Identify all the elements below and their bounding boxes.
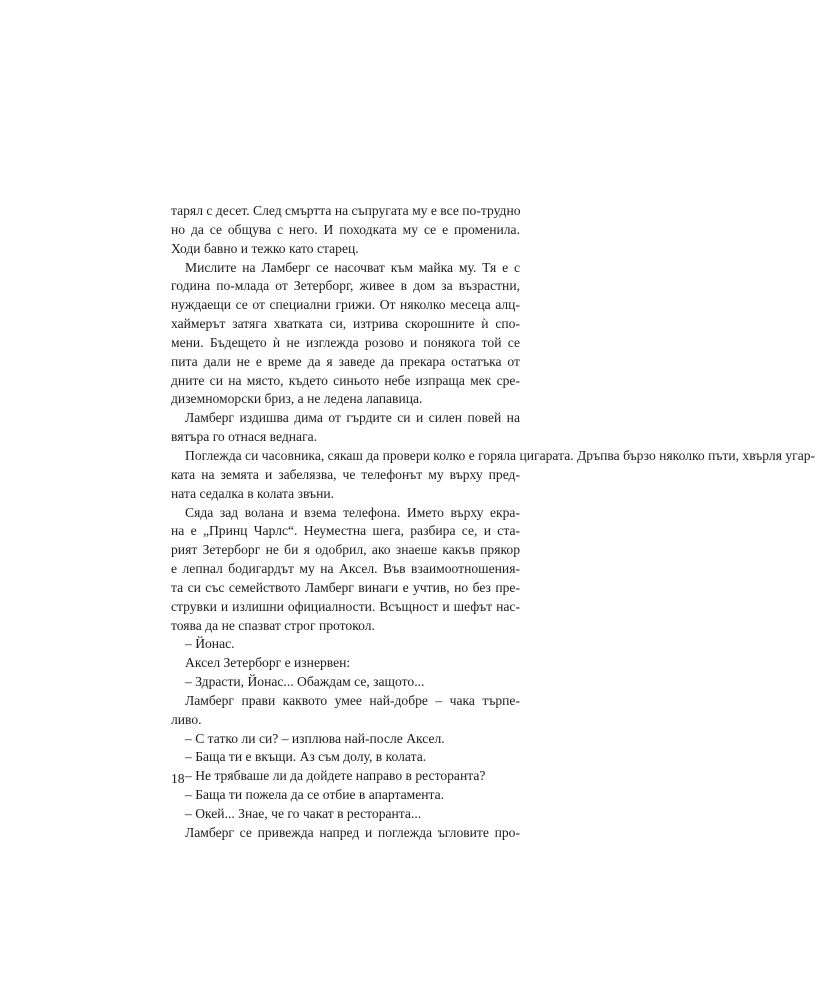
text-line: струвки и излишни официалности. Всъщност и шефът нас- <box>171 598 520 614</box>
text-line: – Йонас. <box>185 636 235 652</box>
text-line: – Баща ти пожела да се отбие в апартамента. <box>185 787 445 803</box>
text-line: рият Зетерборг не би я одобрил, ако знаеше какъв прякор <box>171 542 520 558</box>
text-line: нуждаещи се от специални грижи. От няколко месеца алц- <box>171 297 520 313</box>
text-line: – Здрасти, Йонас... Обаждам се, защото... <box>185 674 425 690</box>
text-line: дните си на място, където синьото небе изпраща мек сре- <box>171 372 520 388</box>
text-line: но да се общува с него. И походката му се е променила. <box>171 221 520 237</box>
page-number: 18 <box>171 771 185 786</box>
text-line: ната седалка в колата звъни. <box>171 485 335 501</box>
text-line: – Не трябваше ли да дойдете направо в ресторанта? <box>185 768 486 784</box>
text-line: година по-млада от Зетерборг, живее в дом за възрастни, <box>171 278 520 294</box>
text-line: е лепнал бодигардът му на Аксел. Във взаимоотношения- <box>171 561 520 577</box>
text-line: тарял с десет. След смъртта на съпругата му е все по-трудно <box>171 203 521 218</box>
text-line: тоява да не спазват строг протокол. <box>171 617 375 633</box>
text-line: та си със семейството Ламберг винаги е учтив, но без пре- <box>171 579 520 595</box>
text-line: Ламберг се привежда напред и поглежда ъгловите про- <box>185 824 520 840</box>
text-line: хаймерът затяга хватката си, изтрива скорошните ѝ спо- <box>171 316 520 332</box>
text-line: – Баща ти е вкъщи. Аз съм долу, в колата. <box>185 749 427 765</box>
text-line: Ламберг издишва дима от гърдите си и силен повей на <box>185 410 520 426</box>
text-line: Аксел Зетерборг е изнервен: <box>185 655 351 671</box>
text-line: пита дали не е време да я заведе да прекара остатъка от <box>171 353 520 369</box>
body-text <box>171 202 815 843</box>
text-line: Поглежда си часовника, сякаш да провери колко е горяла цигарата. Дръпва бързо няколко пъти, хвърля угар- <box>185 447 815 463</box>
text-line: – Окей... Знае, че го чакат в ресторанта... <box>185 806 422 821</box>
text-line: мени. Бъдещето ѝ не изглежда розово и понякога той се <box>171 334 520 350</box>
text-line: Сяда зад волана и взема телефона. Името върху екра- <box>185 504 520 520</box>
text-line: ката на земята и забелязва, че телефонът му върху пред- <box>171 466 520 482</box>
text-line: Ламберг прави каквото умее най-добре – чака търпе- <box>185 692 520 708</box>
text-line: Мислите на Ламберг се насочват към майка му. Тя е с <box>185 259 520 275</box>
text-line: – С татко ли си? – изплюва най-после Аксел. <box>185 730 445 746</box>
text-line: вятъра го отнася веднага. <box>171 429 318 445</box>
text-line: диземноморски бриз, а не ледена лапавица. <box>171 391 423 407</box>
text-line: на е „Принц Чарлс“. Неуместна шега, разбира се, и ста- <box>171 523 520 539</box>
text-line: ливо. <box>171 711 202 727</box>
text-line: Ходи бавно и тежко като старец. <box>171 240 359 256</box>
